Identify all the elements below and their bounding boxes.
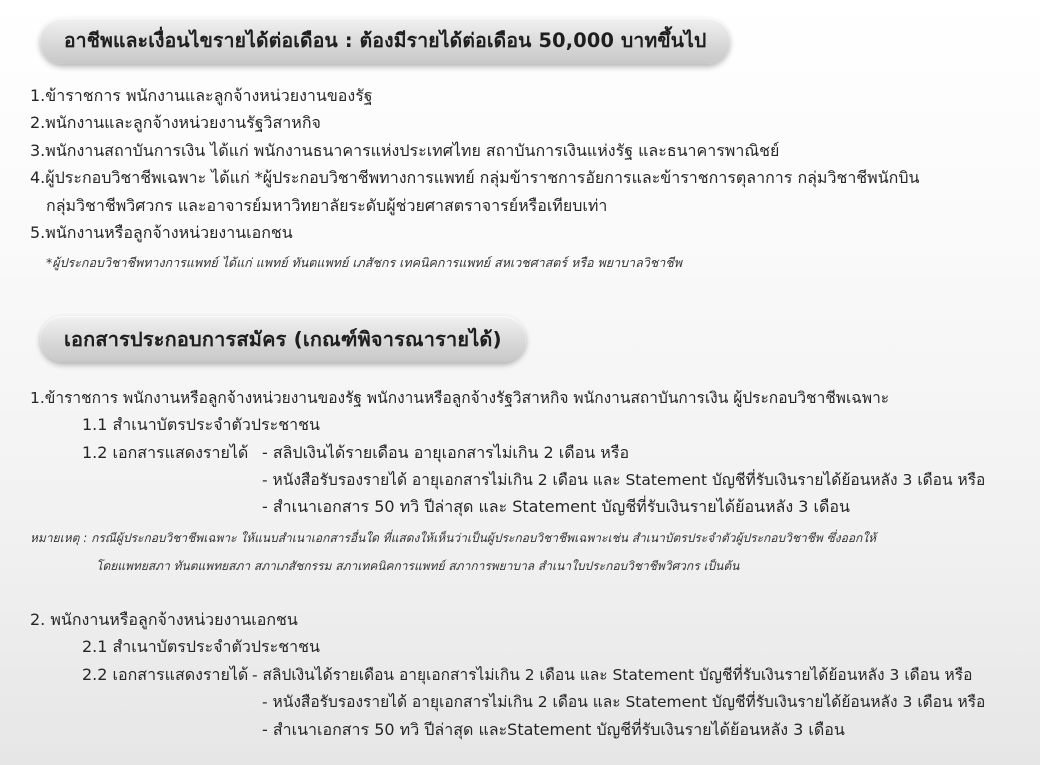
occupation-item-2: 2.พนักงานและลูกจ้างหน่วยงานรัฐวิสาหกิจ — [30, 113, 321, 132]
group1-income-docs-label: 1.2 เอกสารแสดงรายได้ — [82, 443, 249, 462]
group2-heading: 2. พนักงานหรือลูกจ้างหน่วยงานเอกชน — [30, 610, 298, 629]
occupation-item-5: 5.พนักงานหรือลูกจ้างหน่วยงานเอกชน — [30, 223, 293, 242]
group1-remark-line-1: หมายเหตุ : กรณีผู้ประกอบวิชาชีพเฉพาะ ให้แนบสำเนาเอกสารอื่นใด ที่แสดงให้เห็นว่าเป็นผู้ประกอบวิชาชีพเฉพาะเช่น สำเนาบัตรประจำตัวผู้ประกอบวิชาชีพ ซึ่งออกให้ — [30, 531, 877, 545]
group1-income-doc-3: - สำเนาเอกสาร 50 ทวิ ปีล่าสุด และ Statement บัญชีที่รับเงินรายได้ย้อนหลัง 3 เดือน — [262, 497, 850, 516]
group2-income-doc-1: - สลิปเงินได้รายเดือน อายุเอกสารไม่เกิน 2 เดือน และ Statement บัญชีที่รับเงินรายได้ย้อนหลัง 3 เดือน หรือ — [252, 666, 973, 684]
group1-income-doc-1: - สลิปเงินได้รายเดือน อายุเอกสารไม่เกิน 2 เดือน หรือ — [262, 443, 630, 462]
group2-income-docs-label: 2.2 เอกสารแสดงรายได้ — [82, 665, 249, 684]
group2-income-doc-3: - สำเนาเอกสาร 50 ทวิ ปีล่าสุด และStatement บัญชีที่รับเงินรายได้ย้อนหลัง 3 เดือน — [262, 720, 845, 739]
group1-income-doc-2: - หนังสือรับรองรายได้ อายุเอกสารไม่เกิน 2 เดือน และ Statement บัญชีที่รับเงินรายได้ย้อนหลัง 3 เดือน หรือ — [262, 471, 986, 489]
group2-income-doc-2: - หนังสือรับรองรายได้ อายุเอกสารไม่เกิน 2 เดือน และ Statement บัญชีที่รับเงินรายได้ย้อนหลัง 3 เดือน หรือ — [262, 693, 986, 711]
occupation-item-4-continued: กลุ่มวิชาชีพวิศวกร และอาจารย์มหาวิทยาลัยระดับผู้ช่วยศาสตราจารย์หรือเทียบเท่า — [46, 196, 608, 215]
group1-id-card: 1.1 สำเนาบัตรประจำตัวประชาชน — [82, 415, 320, 434]
section-documents-title: เอกสารประกอบการสมัคร (เกณฑ์พิจารณารายได้) — [64, 328, 502, 351]
occupation-item-1: 1.ข้าราชการ พนักงานและลูกจ้างหน่วยงานของรัฐ — [30, 86, 373, 105]
section-occupation-header — [40, 18, 730, 64]
section-occupation-title: อาชีพและเงื่อนไขรายได้ต่อเดือน : ต้องมีรายได้ต่อเดือน 50,000 บาทขึ้นไป — [64, 29, 707, 52]
medical-footnote: *ผู้ประกอบวิชาชีพทางการแพทย์ ได้แก่ แพทย์ ทันตแพทย์ เภสัชกร เทคนิคการแพทย์ สหเวชศาสตร์ หรือ พยาบาลวิชาชีพ — [46, 255, 682, 270]
group1-remark-line-2: โดยแพทยสภา ทันตแพทยสภา สภาเภสัชกรรม สภาเทคนิคการแพทย์ สภาการพยาบาล สำเนาใบประกอบวิชาชีพวิศวกร เป็นต้น — [96, 559, 740, 573]
occupation-item-3: 3.พนักงานสถาบันการเงิน ได้แก่ พนักงานธนาคารแห่งประเทศไทย สถาบันการเงินแห่งรัฐ และธนาคารพาณิชย์ — [30, 141, 780, 160]
group1-heading: 1.ข้าราชการ พนักงานหรือลูกจ้างหน่วยงานของรัฐ พนักงานหรือลูกจ้างรัฐวิสาหกิจ พนักงานสถาบันการเงิน ผู้ประกอบวิชาชีพเฉพาะ — [30, 389, 890, 407]
occupation-item-4: 4.ผู้ประกอบวิชาชีพเฉพาะ ได้แก่ *ผู้ประกอบวิชาชีพทางการแพทย์ กลุ่มข้าราชการอัยการและข้าราชการตุลาการ กลุ่มวิชาชีพนักบิน — [30, 168, 920, 187]
group2-id-card: 2.1 สำเนาบัตรประจำตัวประชาชน — [82, 637, 320, 656]
section-documents-header — [40, 316, 526, 362]
